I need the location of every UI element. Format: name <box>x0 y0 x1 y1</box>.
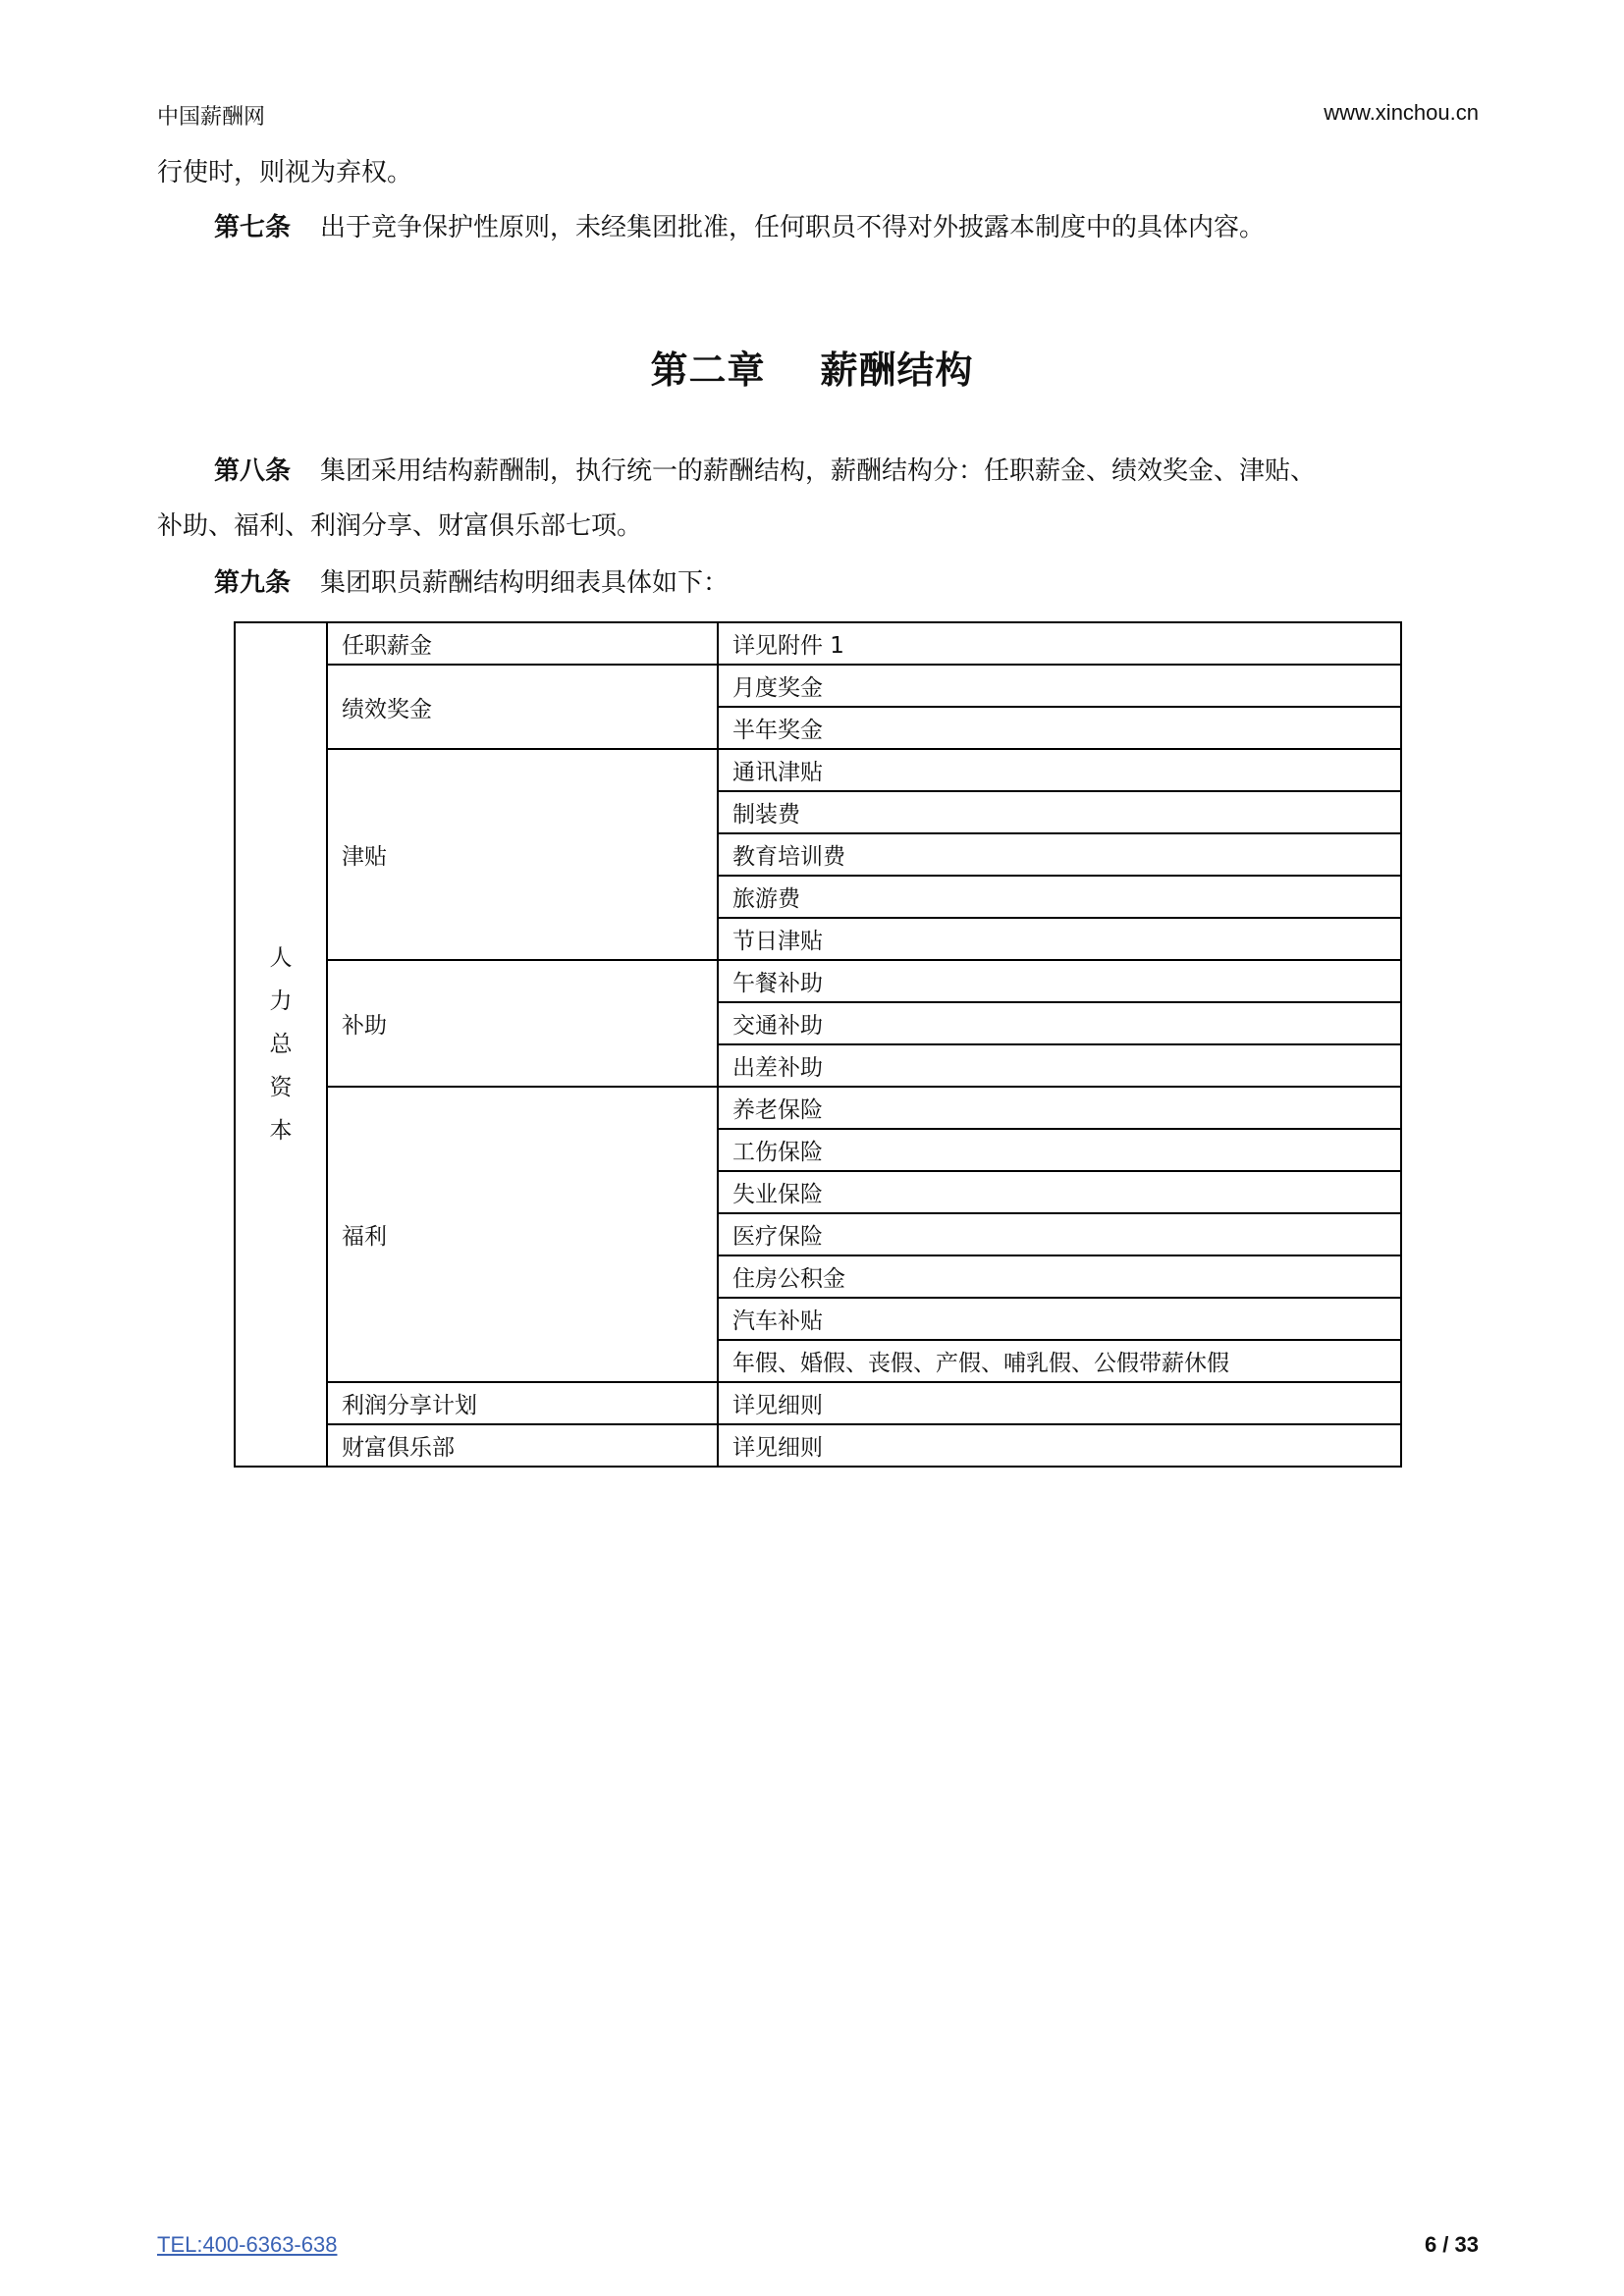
item-cell: 制装费 <box>718 791 1401 833</box>
category-char: 力 <box>269 988 293 1014</box>
article-text: 补助、福利、利润分享、财富俱乐部七项。 <box>157 511 643 541</box>
item-cell: 午餐补助 <box>718 960 1401 1002</box>
article-label: 第七条 <box>214 213 292 242</box>
site-url[interactable]: www.xinchou.cn <box>1324 100 1479 125</box>
group-name-cell: 绩效奖金 <box>327 665 718 749</box>
item-cell: 详见细则 <box>718 1424 1401 1467</box>
item-cell: 交通补助 <box>718 1002 1401 1044</box>
item-cell: 养老保险 <box>718 1087 1401 1129</box>
salary-structure-table <box>234 621 1402 1468</box>
item-cell: 失业保险 <box>718 1171 1401 1213</box>
article-text: 集团职员薪酬结构明细表具体如下： <box>320 568 730 598</box>
footer-phone[interactable]: TEL:400-6363-638 <box>157 2232 338 2257</box>
item-cell: 节日津贴 <box>718 918 1401 960</box>
article-text: 集团采用结构薪酬制，执行统一的薪酬结构，薪酬结构分：任职薪金、绩效奖金、津贴、 <box>320 456 1317 486</box>
item-cell: 年假、婚假、丧假、产假、哺乳假、公假带薪休假 <box>718 1340 1401 1382</box>
group-name-cell: 任职薪金 <box>327 622 718 665</box>
category-cell <box>235 622 327 1467</box>
table-row <box>235 1087 1401 1129</box>
article-9 <box>214 567 729 601</box>
item-cell: 住房公积金 <box>718 1255 1401 1298</box>
article-text: 出于竞争保护性原则，未经集团批准，任何职员不得对外披露本制度中的具体内容。 <box>320 213 1266 242</box>
item-cell: 出差补助 <box>718 1044 1401 1087</box>
site-name: 中国薪酬网 <box>157 104 266 129</box>
group-name-cell: 津贴 <box>327 749 718 960</box>
article-7 <box>214 212 1265 245</box>
item-cell: 半年奖金 <box>718 707 1401 749</box>
table-row <box>235 960 1401 1002</box>
chapter-heading <box>0 340 1624 394</box>
page-number: 6 / 33 <box>1424 2232 1479 2257</box>
table-row <box>235 665 1401 707</box>
paragraph-continued <box>157 157 412 190</box>
item-cell: 通讯津贴 <box>718 749 1401 791</box>
article-8 <box>214 455 1316 489</box>
item-cell: 工伤保险 <box>718 1129 1401 1171</box>
item-cell: 教育培训费 <box>718 833 1401 876</box>
group-name-cell: 补助 <box>327 960 718 1087</box>
category-char: 总 <box>269 1032 293 1057</box>
item-cell: 医疗保险 <box>718 1213 1401 1255</box>
table-row <box>235 1382 1401 1424</box>
chapter-number: 第二章 <box>650 348 766 392</box>
article-8-continued <box>157 510 642 544</box>
group-name-cell: 利润分享计划 <box>327 1382 718 1424</box>
table-row <box>235 1424 1401 1467</box>
table-row <box>235 622 1401 665</box>
article-label: 第九条 <box>214 568 292 598</box>
item-cell: 月度奖金 <box>718 665 1401 707</box>
category-char: 资 <box>269 1075 293 1100</box>
article-label: 第八条 <box>214 456 292 486</box>
item-cell: 旅游费 <box>718 876 1401 918</box>
item-cell: 详见附件 1 <box>718 622 1401 665</box>
category-char: 本 <box>269 1118 293 1144</box>
category-char: 人 <box>269 945 293 971</box>
group-name-cell: 福利 <box>327 1087 718 1382</box>
table-row <box>235 749 1401 791</box>
chapter-title: 薪酬结构 <box>820 348 974 392</box>
group-name-cell: 财富俱乐部 <box>327 1424 718 1467</box>
item-cell: 汽车补贴 <box>718 1298 1401 1340</box>
item-cell: 详见细则 <box>718 1382 1401 1424</box>
paragraph-text: 行使时，则视为弃权。 <box>157 158 413 187</box>
